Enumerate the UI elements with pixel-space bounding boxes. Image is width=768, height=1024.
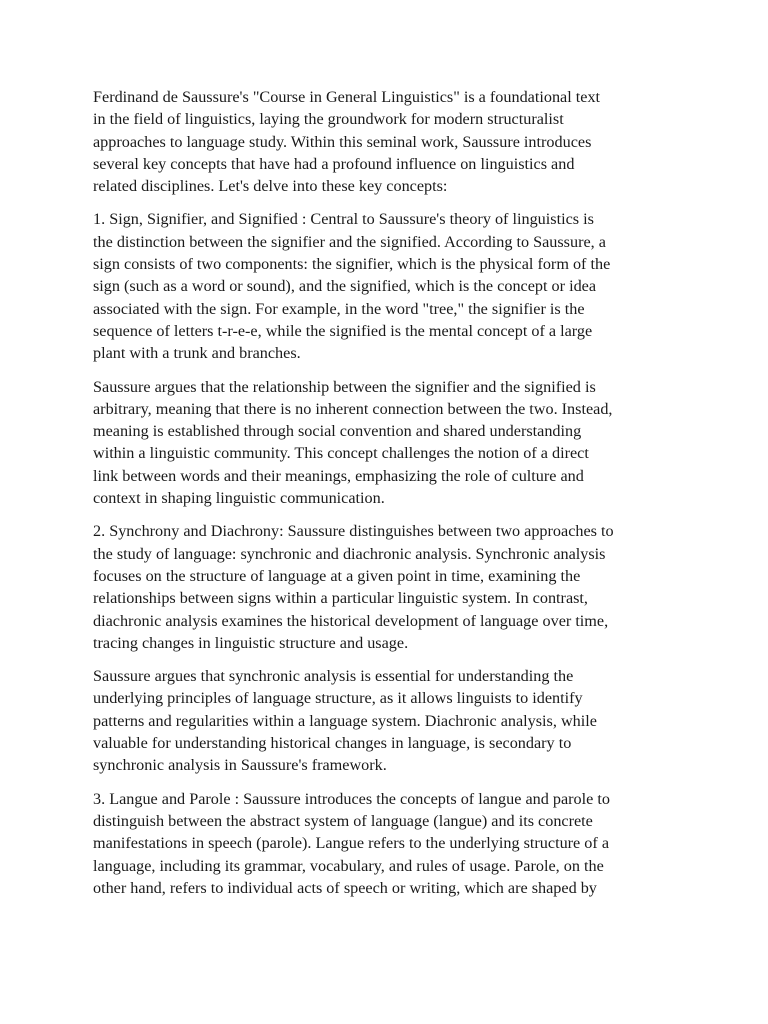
text-line: plant with a trunk and branches. (93, 344, 301, 363)
text-line: Saussure argues that synchronic analysis is essential for understanding the (93, 667, 574, 686)
paragraph (93, 86, 713, 197)
paragraph (93, 788, 713, 899)
text-line: 1. Sign, Signifier, and Signified : Central to Saussure's theory of linguistics is (93, 210, 594, 229)
text-line: distinguish between the abstract system of language (langue) and its concrete (93, 811, 593, 830)
paragraph (93, 665, 713, 776)
text-line: several key concepts that have had a profound influence on linguistics and (93, 154, 575, 173)
text-line: in the field of linguistics, laying the groundwork for modern structuralist (93, 110, 564, 129)
text-line: meaning is established through social convention and shared understanding (93, 422, 582, 441)
text-line: 2. Synchrony and Diachrony: Saussure distinguishes between two approaches to (93, 522, 614, 541)
text-line: patterns and regularities within a language system. Diachronic analysis, while (93, 711, 597, 730)
text-line: the distinction between the signifier and the signified. According to Saussure, a (93, 232, 606, 251)
text-line: sign (such as a word or sound), and the signified, which is the concept or idea (93, 277, 597, 296)
text-line: sign consists of two components: the signifier, which is the physical form of the (93, 255, 611, 274)
paragraph (93, 376, 713, 510)
text-line: related disciplines. Let's delve into these key concepts: (93, 177, 448, 196)
paragraph (93, 520, 713, 654)
text-line: Saussure argues that the relationship between the signifier and the signified is (93, 377, 596, 396)
text-line: context in shaping linguistic communication. (93, 489, 385, 508)
text-line: associated with the sign. For example, in the word "tree," the signifier is the (93, 299, 585, 318)
text-line: valuable for understanding historical changes in language, is secondary to (93, 734, 572, 753)
document-body (93, 86, 713, 910)
text-line: 3. Langue and Parole : Saussure introduces the concepts of langue and parole to (93, 789, 610, 808)
text-line: underlying principles of language structure, as it allows linguists to identify (93, 689, 583, 708)
text-line: language, including its grammar, vocabulary, and rules of usage. Parole, on the (93, 856, 604, 875)
text-line: link between words and their meanings, emphasizing the role of culture and (93, 466, 584, 485)
paragraph (93, 208, 713, 364)
text-line: sequence of letters t-r-e-e, while the signified is the mental concept of a large (93, 321, 593, 340)
text-line: other hand, refers to individual acts of speech or writing, which are shaped by (93, 878, 597, 897)
text-line: within a linguistic community. This concept challenges the notion of a direct (93, 444, 589, 463)
text-line: the study of language: synchronic and diachronic analysis. Synchronic analysis (93, 544, 606, 563)
text-line: diachronic analysis examines the historical development of language over time, (93, 611, 609, 630)
text-line: relationships between signs within a particular linguistic system. In contrast, (93, 589, 588, 608)
text-line: focuses on the structure of language at a given point in time, examining the (93, 566, 581, 585)
text-line: synchronic analysis in Saussure's framework. (93, 756, 387, 775)
text-line: approaches to language study. Within this seminal work, Saussure introduces (93, 132, 592, 151)
text-line: arbitrary, meaning that there is no inherent connection between the two. Instead, (93, 399, 613, 418)
text-line: Ferdinand de Saussure's "Course in General Linguistics" is a foundational text (93, 88, 601, 106)
text-line: manifestations in speech (parole). Langue refers to the underlying structure of a (93, 834, 610, 853)
text-line: tracing changes in linguistic structure and usage. (93, 633, 409, 652)
